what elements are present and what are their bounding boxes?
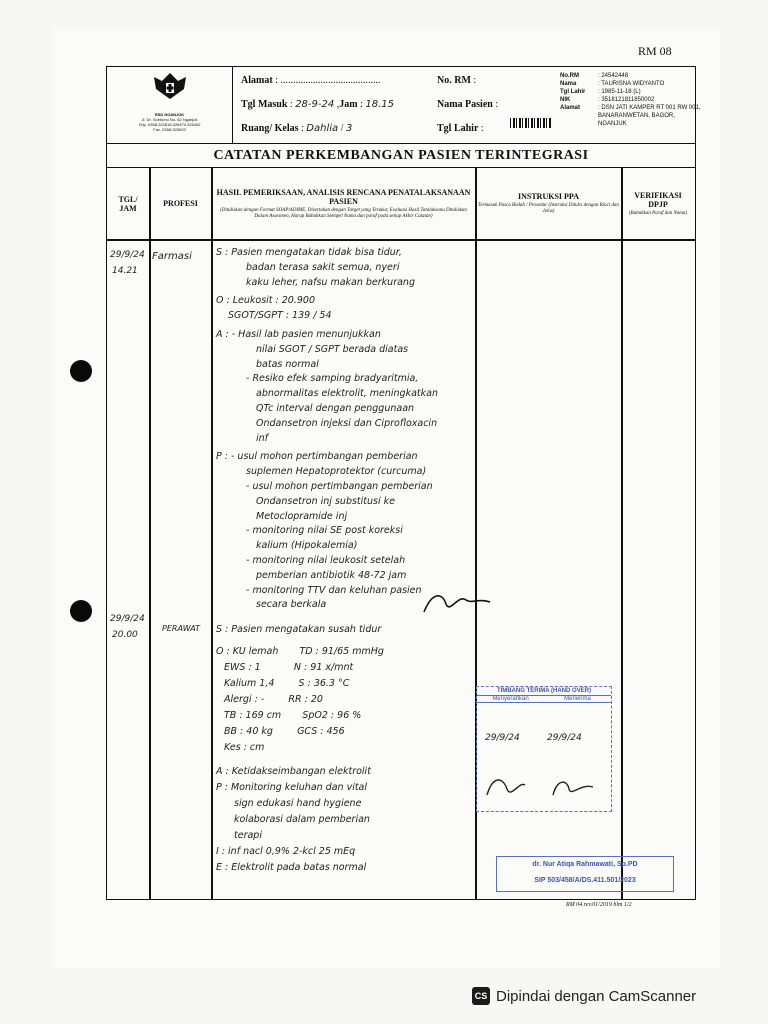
note-line: BB : 40 kg GCS : 456 <box>224 726 345 737</box>
doctor-name: dr. Nur Atiqa Rahmawati, Sp.PD <box>532 861 638 868</box>
note-line: batas normal <box>256 358 319 370</box>
note-line: Kes : cm <box>224 742 265 753</box>
note-line: pemberian antibiotik 48-72 jam <box>256 569 407 581</box>
col-header-verifikasi-note: (Bubuhkan Paraf dan Nama) <box>628 210 688 216</box>
column-divider <box>211 168 213 899</box>
col-header-hasil <box>212 168 475 239</box>
col-header-hasil-note: (Dituliskan dengan Format SOAP/ADIME, Disertakan dengan Target yang Terukur, Evaluasi Hasil Tatalaksana Dituliskan Dalam Assesmen, Harap Bubuhkan Stempel Nama dan paraf pada setiap Akhir Catatan) <box>220 207 467 219</box>
note-line: E : Elektrolit pada batas normal <box>216 862 367 873</box>
note-line: S : Pasien mengatakan tidak bisa tidur, <box>216 247 402 258</box>
hospital-phone: Telp. 0358-321818,326474,326452 <box>138 122 201 127</box>
note-line: A : - Hasil lab pasien menunjukkan <box>216 328 381 340</box>
col-header-profesi <box>150 168 211 239</box>
note-line: S : Pasien mengatakan susah tidur <box>216 624 382 635</box>
note-line: sign edukasi hand hygiene <box>234 798 362 809</box>
note-line: terapi <box>234 830 262 841</box>
note-line: Metoclopramide inj <box>256 510 348 522</box>
col-header-profesi-label: PROFESI <box>163 199 198 208</box>
note-line: O : Leukosit : 20.900 <box>216 295 315 307</box>
id-row-label: Nama <box>560 81 577 87</box>
entry2-notes <box>216 622 384 876</box>
col-header-verifikasi <box>622 168 694 239</box>
handover-signatures-icon <box>479 765 609 805</box>
note-line: suplemen Hepatoprotektor (curcuma) <box>246 466 427 478</box>
handover-stamp-title: TIMBANG TERIMA (HAND OVER) <box>477 687 611 696</box>
note-line: - monitoring nilai SE post koreksi <box>246 525 403 537</box>
note-line: - monitoring nilai leukosit setelah <box>246 554 406 566</box>
note-line: P : Monitoring keluhan dan vital <box>216 782 368 793</box>
note-line: Alergi : - RR : 20 <box>224 694 323 705</box>
hospital-fax: Fax. 0358-325003 <box>153 127 186 132</box>
note-line: A : Ketidakseimbangan elektrolit <box>216 766 371 777</box>
doctor-stamp <box>496 856 674 892</box>
id-row-value: BANARANWETAN, BAGOR, <box>598 113 675 119</box>
form-code: RM 08 <box>638 44 672 58</box>
tgl-lahir-label: Tgl Lahir <box>437 123 479 134</box>
note-line: nilai SGOT / SGPT berada diatas <box>256 343 409 355</box>
id-row-value: : DSN JATI KAMPER RT 001 RW 001, <box>598 105 701 111</box>
camscanner-icon: CS <box>472 987 490 1005</box>
camscanner-label: Dipindai dengan CamScanner <box>496 987 697 1005</box>
jam-value: 18.15 <box>365 99 394 110</box>
id-row-label: Alamat <box>560 105 581 111</box>
ruang-label: Ruang/ Kelas <box>241 123 299 134</box>
id-row-value: NGANJUK <box>598 121 627 127</box>
handover-stamp <box>476 686 612 812</box>
no-rm-field: No. RM : <box>437 75 477 86</box>
note-line: O : KU lemah TD : 91/65 mmHg <box>216 646 384 657</box>
entry1-profesi: Farmasi <box>152 251 192 262</box>
hospital-logo-icon <box>148 71 192 105</box>
punch-hole-top <box>70 360 92 382</box>
note-line: SGOT/SGPT : 139 / 54 <box>228 310 332 322</box>
entry2-time: 20.00 <box>112 630 138 640</box>
camscanner-watermark <box>472 980 696 1012</box>
entry1-time: 14.21 <box>112 266 138 276</box>
id-row-value: : 3518121811850002 <box>598 97 655 103</box>
alamat-field: Alamat : ........................................ <box>241 75 381 86</box>
col-header-tgl-label: TGL/ JAM <box>118 194 138 213</box>
ruang-field: Ruang/ Kelas : Dahlia / 3 <box>241 123 353 134</box>
col-header-instruksi-note: Termasuk Pasca Bedah / Prosedur (Instruksi Ditulis dengan Rinci dan Jelas) <box>478 203 619 214</box>
punch-hole-bottom <box>70 600 92 622</box>
doctor-sip: SIP 503/458/A/DS.411.501/2023 <box>534 877 636 884</box>
col-header-instruksi <box>476 168 621 239</box>
column-divider <box>621 168 623 899</box>
note-line: kalium (Hipokalemia) <box>256 540 358 552</box>
note-line: kolaborasi dalam pemberian <box>234 814 370 825</box>
col-header-instruksi-label: INSTRUKSI PPA <box>518 192 579 201</box>
handover-giver-label: Menyerahkan <box>492 696 529 702</box>
ruang-value: Dahlia <box>306 123 339 134</box>
note-line: abnormalitas elektrolit, meningkatkan <box>256 388 438 400</box>
note-line: Kalium 1,4 S : 36.3 °C <box>224 678 350 689</box>
note-line: - Resiko efek samping bradyaritmia, <box>246 373 419 385</box>
entry1-notes <box>216 246 438 613</box>
hospital-name: RSD NGANJUK <box>154 112 185 117</box>
tgl-lahir-field: Tgl Lahir : <box>437 123 484 134</box>
header-box <box>106 66 696 144</box>
header-divider <box>107 239 695 241</box>
entry2-date: 29/9/24 <box>110 614 145 624</box>
id-row-label: Tgl Lahir <box>560 89 586 95</box>
note-line: I : inf nacl 0,9% 2-kcl 25 mEq <box>216 846 356 857</box>
id-row-value: : TAURISNA WIDYANTO <box>598 81 665 87</box>
id-row-value: : 24542448 <box>598 73 629 79</box>
tgl-masuk-field: Tgl Masuk : 28-9-24 ,Jam : 18.15 <box>241 99 394 110</box>
form-title: CATATAN PERKEMBANGAN PASIEN TERINTEGRASI <box>106 144 696 168</box>
handover-date-receiver: 29/9/24 <box>547 733 582 743</box>
handover-receiver-label: Menerima <box>564 696 591 702</box>
note-line: kaku leher, nafsu makan berkurang <box>246 276 415 288</box>
kelas-value: 3 <box>345 123 353 134</box>
col-header-tgl <box>107 168 149 239</box>
note-line: - usul mohon pertimbangan pemberian <box>246 480 433 492</box>
column-divider <box>149 168 151 899</box>
note-line: EWS : 1 N : 91 x/mnt <box>224 662 354 673</box>
id-row-value: : 1985-11-18 (L) <box>598 89 641 95</box>
no-rm-label: No. RM <box>437 75 471 86</box>
hospital-address: Jl. Dr. Soetomo No. 62 Nganjuk <box>141 117 198 122</box>
note-line: Ondansetron inj substitusi ke <box>256 495 395 507</box>
col-header-verifikasi-label: VERIFIKASI DPJP <box>634 190 682 209</box>
jam-label: Jam <box>339 99 358 110</box>
nama-pasien-label: Nama Pasien <box>437 99 493 110</box>
note-line: QTc interval dengan penggunaan <box>256 402 415 414</box>
id-row-label: No.RM <box>560 73 579 79</box>
hospital-logo-cell <box>107 67 233 143</box>
note-line: TB : 169 cm SpO2 : 96 % <box>224 710 362 721</box>
entry2-profesi: PERAWAT <box>162 624 201 633</box>
pharmacist-signature-icon <box>420 588 500 618</box>
note-line: P : - usul mohon pertimbangan pemberian <box>216 451 418 463</box>
alamat-label: Alamat <box>241 75 273 86</box>
handover-date-giver: 29/9/24 <box>485 733 520 743</box>
handover-stamp-columns <box>477 696 611 703</box>
tgl-masuk-value: 28-9-24 <box>295 99 335 110</box>
note-line: - monitoring TTV dan keluhan pasien <box>246 584 422 596</box>
note-line: secara berkala <box>256 599 327 611</box>
note-line: badan terasa sakit semua, nyeri <box>246 261 400 273</box>
form-footer: RM 04.rev.01/2019 hlm 1/2 <box>566 902 632 908</box>
note-line: inf <box>256 432 269 444</box>
tgl-masuk-label: Tgl Masuk <box>241 99 288 110</box>
entry1-date: 29/9/24 <box>110 250 145 260</box>
note-line: Ondansetron injeksi dan Ciprofloxacin <box>256 417 438 429</box>
col-header-hasil-label: HASIL PEMERIKSAAN, ANALISIS RENCANA PENATALAKSANAAN PASIEN <box>216 187 471 206</box>
nama-pasien-field: Nama Pasien : <box>437 99 499 110</box>
id-row-label: NIK <box>560 97 571 103</box>
